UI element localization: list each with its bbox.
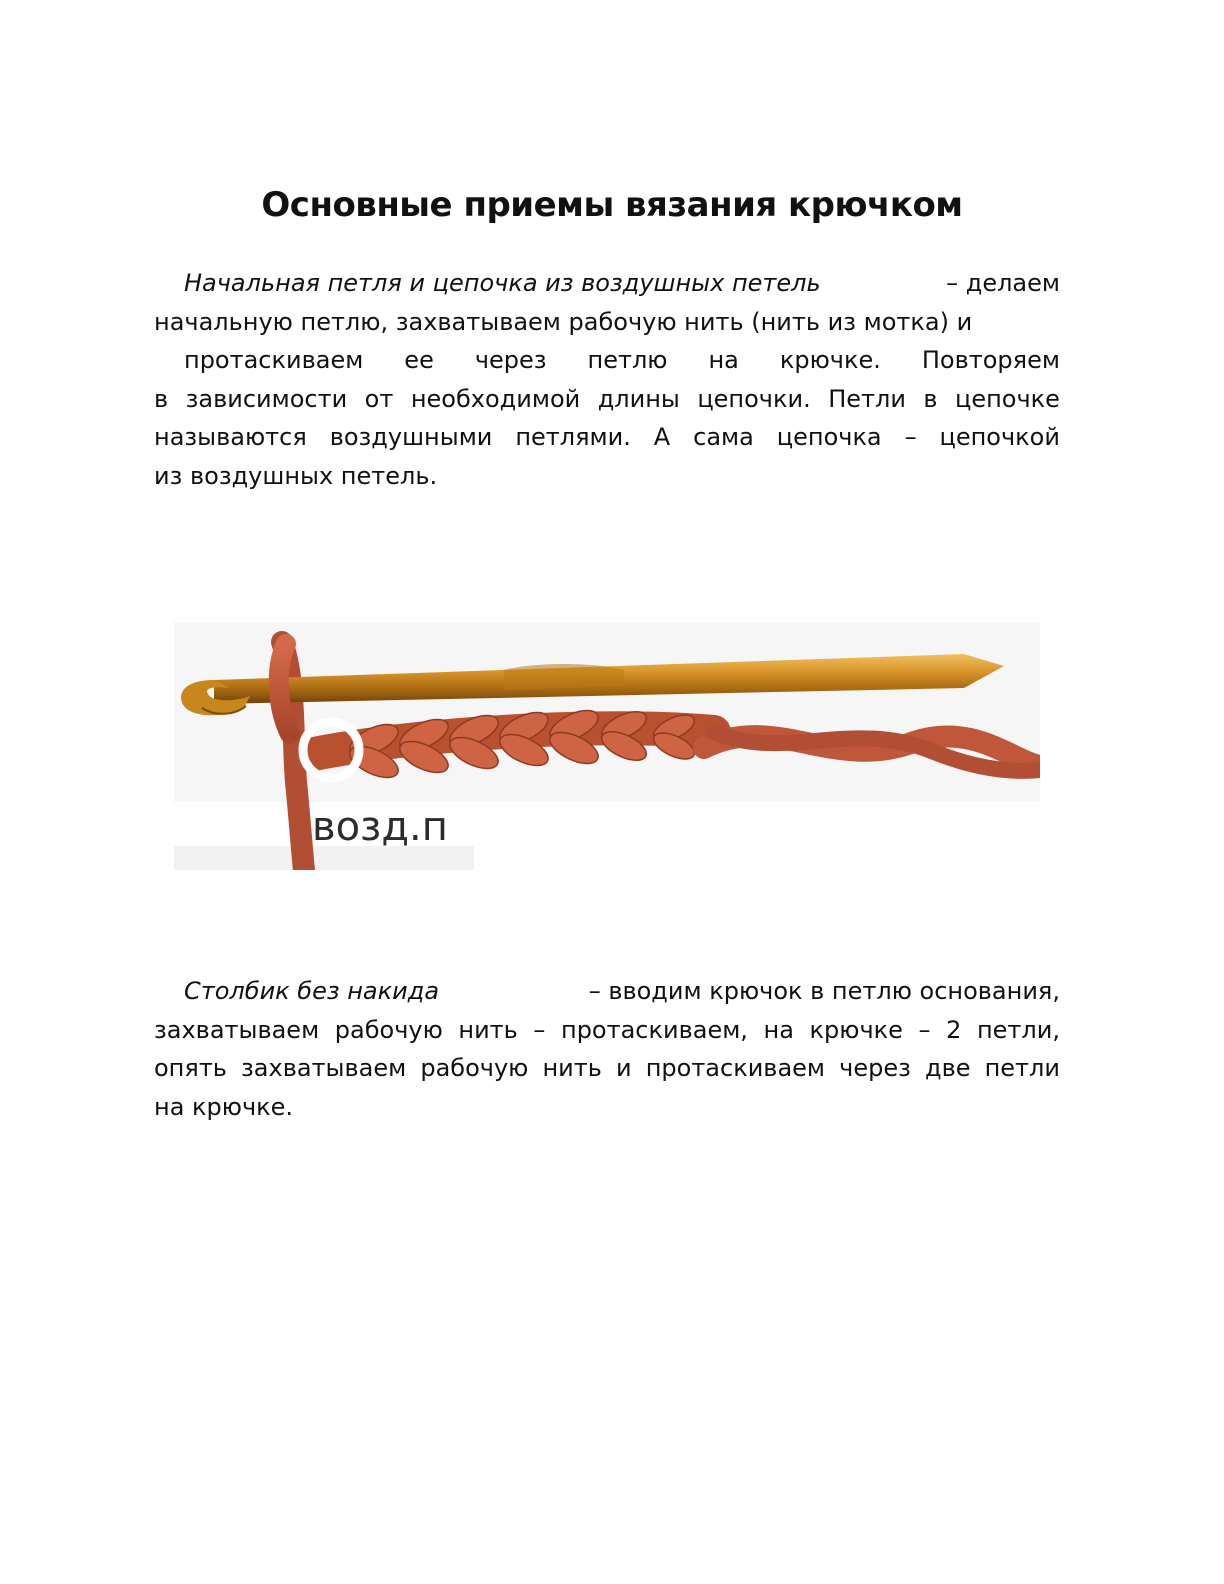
paragraph-line: из воздушных петель. [154,461,438,490]
paragraph-line: начальную петлю, захватываем рабочую нить (нить из мотка) и [154,307,973,336]
paragraph-text: – делаем [946,269,1060,297]
paragraph-line: захватываем рабочую нить – протаскиваем, на крючке – 2 петли, [154,1015,1060,1044]
page-title: Основные приемы вязания крючком [261,185,963,225]
figure-label: возд.п [312,804,448,850]
term-chain-stitch: Начальная петля и цепочка из воздушных петель [184,269,821,297]
paragraph-line [154,972,1060,1011]
paragraph-single-crochet [154,972,1060,1126]
crochet-hook-and-chain-picture [174,622,1040,870]
paragraph-line: на крючке. [154,1092,294,1121]
paragraph-line: протаскиваем ее через петлю на крючке. Повторяем [184,346,1060,374]
paragraph-line: в зависимости от необходимой длины цепочки. Петли в цепочке [154,384,1060,413]
crochet-chain-illustration [174,622,1040,870]
paragraph-chain-stitch [154,264,1060,495]
paragraph-text: – вводим крючок в петлю основания, [588,977,1060,1005]
paragraph-line: опять захватываем рабочую нить и протаскиваем через две петли [154,1054,1060,1082]
paragraph-line: называются воздушными петлями. А сама цепочка – цепочкой [154,423,1060,451]
term-single-crochet: Столбик без накида [184,977,440,1005]
paragraph-line [154,264,1060,303]
